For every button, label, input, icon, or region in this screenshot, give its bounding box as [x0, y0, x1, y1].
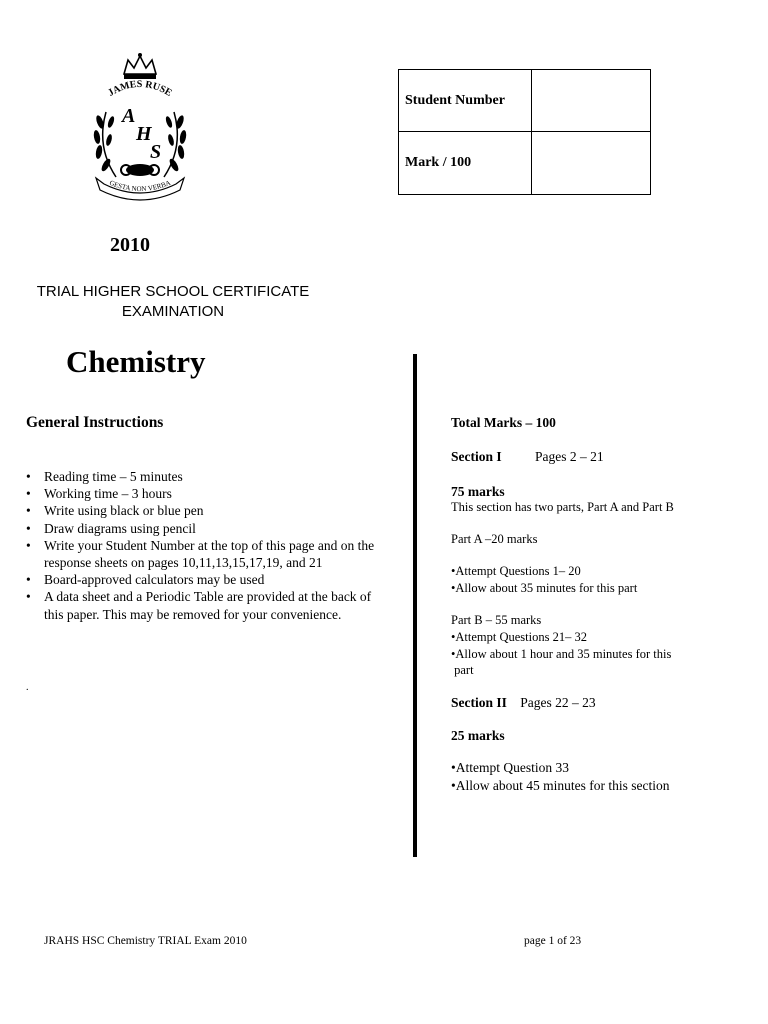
section1-marks: 75 marks: [451, 484, 505, 499]
crest-letter: A: [122, 105, 136, 127]
section1-pages: Pages 2 – 21: [535, 449, 604, 464]
section2-marks: 25 marks: [451, 728, 505, 743]
section1-header: [451, 448, 604, 465]
part-b-item: part: [451, 663, 474, 677]
crest-letter: S: [150, 141, 162, 163]
student-number-field[interactable]: [532, 70, 650, 132]
section2-pages: Pages 22 – 23: [520, 695, 596, 710]
mark-field[interactable]: [532, 132, 650, 194]
crest-letter: H: [136, 123, 152, 145]
list-item: • Draw diagrams using pencil: [26, 520, 386, 537]
stray-mark: .: [26, 682, 29, 693]
total-marks: Total Marks – 100: [451, 415, 556, 430]
mark-label: Mark / 100: [399, 132, 532, 194]
exam-title: [14, 282, 332, 322]
crest-motto-top: JAMES RUSE: [106, 78, 174, 99]
list-item: • Reading time – 5 minutes: [26, 468, 386, 485]
section2-item: •Allow about 45 minutes for this section: [451, 778, 670, 793]
list-item: • Board-approved calculators may be used: [26, 571, 386, 588]
part-a-item: •Allow about 35 minutes for this part: [451, 581, 638, 595]
student-info-table: [398, 69, 651, 195]
school-crest: [86, 52, 194, 202]
exam-title-line: EXAMINATION: [121, 303, 225, 320]
instructions-list: [26, 468, 386, 623]
general-instructions-heading: General Instructions: [26, 414, 164, 431]
crown-icon: [124, 53, 156, 79]
list-item: • Working time – 3 hours: [26, 485, 386, 502]
part-b-item: •Allow about 1 hour and 35 minutes for this: [451, 647, 672, 661]
page-number: page 1 of 23: [524, 935, 582, 947]
part-b-item: •Attempt Questions 21– 32: [451, 630, 587, 644]
part-a-item: •Attempt Questions 1– 20: [451, 564, 581, 578]
section2-header: [451, 694, 596, 711]
section1-label: Section I: [451, 449, 502, 464]
part-b-title: Part B – 55 marks: [451, 613, 542, 627]
part-a-title: Part A –20 marks: [451, 532, 538, 546]
crest-motto-bottom: GESTA NON VERBA: [108, 178, 172, 194]
section1-description: This section has two parts, Part A and Part B: [451, 500, 674, 514]
list-item: • Write using black or blue pen: [26, 502, 386, 519]
subject-title: Chemistry: [66, 344, 206, 379]
ram-emblem-icon: [121, 164, 159, 176]
list-item: • Write your Student Number at the top of this page and on the response sheets on pages 10,11,13,15,17,19, and 21: [26, 537, 386, 571]
laurel-left-icon: [93, 112, 116, 177]
list-item: • A data sheet and a Periodic Table are provided at the back of this paper. This may be removed for your convenience.: [26, 588, 386, 622]
column-divider: [413, 354, 417, 857]
student-number-label: Student Number: [399, 70, 532, 132]
exam-title-line: TRIAL HIGHER SCHOOL CERTIFICATE: [36, 283, 310, 300]
section2-item: •Attempt Question 33: [451, 760, 569, 775]
footer-title: JRAHS HSC Chemistry TRIAL Exam 2010: [44, 935, 247, 947]
exam-year: 2010: [110, 234, 150, 256]
section2-label: Section II: [451, 695, 507, 710]
laurel-right-icon: [164, 112, 187, 177]
